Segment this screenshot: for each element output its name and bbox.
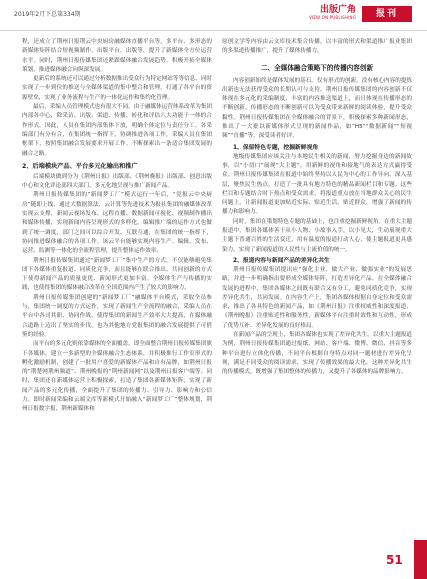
corner-decoration xyxy=(414,540,427,579)
body-paragraph: 原创文学等内容由云文库技术集合传播，以丰富的形式和渠道推广报业集团的多渠道传播推广，提升了媒体传播力。 xyxy=(222,39,412,55)
body-paragraph: 程，还成立了荆州日报荆云中央厨房融媒体直播平台等。多平台、多形态的新媒体矩阵结合短视频制作、出版平台、出版等，提升了新媒体全方位运营水平。同时，荆州日报传媒集团还紧跟媒体融合发展趋势，积极开拓全媒体策划，推进媒体融合向纵深发展。 xyxy=(22,39,212,73)
right-column xyxy=(222,38,412,378)
journal-brand xyxy=(300,5,356,21)
section-tag: 报刊 xyxy=(362,6,412,22)
body-paragraph: 荆州日报传媒集团创建的“新闻梦工厂”融媒体平台模式，采取全员参与，集团统一调度的方式运作，实现了新闻生产全流程的融合，采编人员在平台中各司其职、协同作战，使得集团的新闻生产效率大大提高，在媒体融合道路上迈出了坚实的步伐，也为其他地方党报集团的融合发展提供了可借鉴的经验。 xyxy=(22,294,212,338)
body-paragraph: 后端模块做到分为《荆州日报》出版部、《荆州晚报》出版部、创意出版中心和文化评论部四大部门，多元化地呈现与推广新闻产品。 xyxy=(22,173,212,190)
body-paragraph: 荆州日报传媒集团提出应“强化主业、做大产业、做强实业”的发展思路，并进一步明确指出要形成全媒体矩阵，打造差异化产品。在全媒体融合发展的进程中，集团各媒体之间既有联合又有分工，避免同质化竞争，实现差异化共生，共同发展。在内容生产上，集团各媒体根据自身定位和受众需求，推出了各具特色的新闻产品，如《荆州日报》注重权威性和深度报道，《荆州晚报》注重贴近性和服务性，新媒体平台注重时效性和互动性，形成了优势互补、差异化发展的良好格局。 xyxy=(222,266,412,329)
left-column xyxy=(22,38,212,415)
section-heading: 2、后端模块产品、平台多元化输出和推广 xyxy=(22,162,138,170)
body-paragraph: 荆州日报传媒集团的“新闻梦工厂”模式运行一年后，“党报云中央厨房”随即上线，通过大数据算法、云计算等先进技术为报社集团的融媒体改革实现云支撑，新闻云视场发布、远程直播、数据新闻可视化、视频制作播出和媒体传播，实现新闻内容呈现形式的多样化。编辑推广端的运作方式也做到了统一调度，部门之间可以综合开发、互联互通，在集团的统一指挥下，协同推进媒体融合的各项工作。该云平台能够实现内容生产、编辑、发布、运营、监测等一体化的全流程管理，提升整体运作效率。 xyxy=(22,192,212,255)
subsection-heading: 2、报道内容与新闻产品的差异化共生 xyxy=(233,257,330,264)
subsection-heading: 1、保留特色专题，挖掘新鲜视角 xyxy=(233,144,319,151)
body-paragraph: 荆州日报传媒集团通过“新闻梦工厂”集中生产的方式，不仅能够避免集团下各媒体重复报道、同质化竞争，而且能够在联合推出、共同创新的方式下使得新闻产品的质量更优、新闻形式更加丰富。全媒体生产与传播的实践，也使得集团的媒体融合改革在全国范围内产生了较大的影响力。 xyxy=(22,257,212,292)
body-paragraph: 最后，采编人员管理模式也有很大不同，由于融媒体运营体系改革为集团内部各中心，除采访、出版、渠道、传播、转化和评估六大功能于一体的合作形式。因此，人员在集团内部集体下放，明确个体定位与责任分工。各采编部门有分有合，在集团统一指挥下，协调推进各项工作，采编人员在集团框架下，按照集团融合发展要求开展工作。不断探索出一条适合集团发展的融合之路。 xyxy=(22,104,213,157)
page-header xyxy=(0,0,427,31)
section-heading: 二、全媒体融合策略下的传播内容创新 xyxy=(260,63,374,72)
issue-info: 2019年2月下总第334期 xyxy=(14,11,81,18)
body-paragraph: 更新后的系统还可以通过分析数据推出受众行为特定网站等等信息，同时实现了一步到位的推送与全媒体渠道的集中整合和管理，打通了各平台的资源壁垒，实现了业务流程与生产的一体化运作和集约化管理。 xyxy=(22,76,213,101)
page-number: 51 xyxy=(386,553,403,567)
journal-name: 出版广角 xyxy=(319,5,356,15)
body-paragraph: 而平台的多元化则依靠媒体的全面覆盖，即全面整合荆州日报传媒集团旗下各媒体，建立一多新型的全媒体融合生态体系，并积极推行工作室形式的孵化激励机制，创建了一批用户喜爱的新媒体产品和自有品牌，如荆州日报的“荆楚网荆州频道”、荆州晚报的“荆州新闻网”以及荆州日报客户端等。同时，集团还在新媒体运营上积极探索，打造了集团各新媒体矩阵，实现了新闻产品的多元化传播，全面提升了集团的传播力、引导力、影响力和公信力。即时新闻采编和云端文库等新模式开始融入“新闻梦工厂”整体规划，荆州日报数字报、荆州新媒体和 xyxy=(22,341,213,413)
journal-subtitle: VIEW ON PUBLISHING xyxy=(309,15,356,20)
body-paragraph: 同时，集团在策划特色专题的基础上，也注重挖掘新鲜视角。在重大主题报道中，集团各媒体善于从小人物、小故事入手，以小见大，生动展现重大主题下普通百姓的生活变迁，用有温度的报道打动人心，使主题报道更具感染力，实现了新闻报道的人民性与主流价值的统一。 xyxy=(222,218,413,253)
body-paragraph: 内容创新始终是媒体发展的基石。仅有形式的创新，没有核心内容的提炼出新也无法获得受众的长期认可与支持。荆州日报传媒集团的内容创新不仅体现在多元化的采编制度、丰富的内容推送渠道上，而且体现在传播形态的不断创新。传播形态的不断创新可以为受众带来新鲜的阅读体验，提升受众黏性。荆州日报传媒集团在全媒体融合的背景下，积极探索多种新闻形态，推出了一大批以新媒体形式呈现的新闻作品，如“H5”“数据新闻”“短视频”“直播”等，深受读者好评。 xyxy=(222,77,413,140)
body-paragraph: 在新闻产品的呈现上，集团各媒体也实现了差异化共生。以重大主题报道为例，荆州日报传媒集团通过报纸、网站、客户端、微博、微信、抖音等多种平台进行立体化传播，不同平台根据自身特点对同一题材进行差异化呈现，满足不同受众的阅读需求，实现了传播效果的最大化。这种差异化共生的传播模式，既增强了集团整体的传播力，又提升了各媒体的品牌影响力。 xyxy=(222,332,413,376)
body-paragraph: 地级传媒集团应该关注与本地民生相关的新闻，努力挖掘身边的新闻故事，以“小切口”展现“大主题”，用新鲜的视角和接地气的表达方式赢得受众。荆州日报传媒集团在报道中始终坚持以人民为中心的工作导向，深入基层，聚焦民生热点，打造了一批具有地方特色的精品新闻栏目和专题。这些栏目和专题结合时下热点和受众需求，将报道重点放在当地群众关心的民生问题上，让新闻报道更加贴近实际、贴近生活、贴近群众，增强了新闻的传播力和影响力。 xyxy=(222,153,412,216)
